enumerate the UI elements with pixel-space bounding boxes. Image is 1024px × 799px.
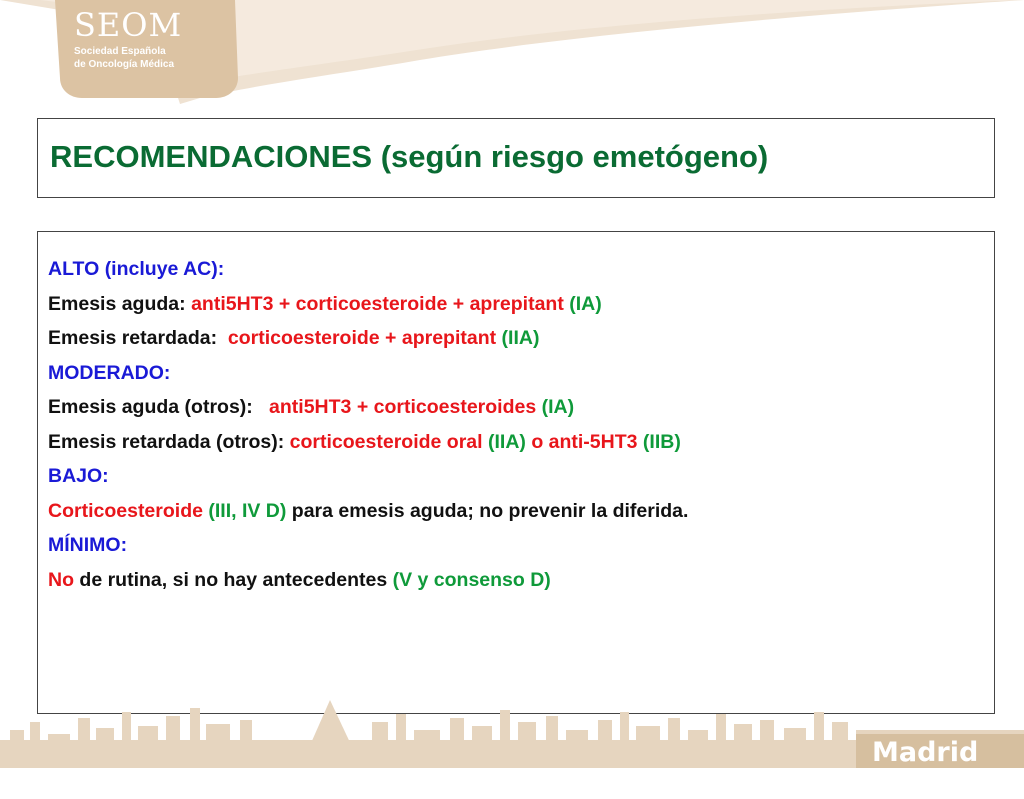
- text-segment: para emesis aguda; no prevenir la diferida.: [291, 499, 689, 522]
- bajo-recomendacion: [48, 494, 984, 529]
- text-segment: o anti-5HT3: [531, 430, 643, 453]
- event-label: [872, 737, 1024, 799]
- minimo-heading: [48, 528, 984, 563]
- logo-title: SEOM: [74, 6, 183, 44]
- text-segment: (III, IV D): [208, 499, 292, 522]
- alto-heading: [48, 252, 984, 287]
- moderado-heading: [48, 356, 984, 391]
- slide-title: RECOMENDACIONES (según riesgo emetógeno): [50, 139, 769, 174]
- recommendations-box: [37, 231, 995, 714]
- event-year: 2010: [872, 768, 941, 799]
- text-segment: Corticoesteroide: [48, 499, 209, 522]
- text-segment: (IA): [541, 396, 575, 418]
- bajo-heading: [48, 459, 984, 494]
- seom-logo: [60, 2, 230, 82]
- alto-emesis-retardada: [48, 321, 984, 356]
- text-segment: Emesis aguda (otros):: [48, 396, 270, 418]
- text-segment: MÍNIMO:: [48, 534, 128, 556]
- text-segment: anti5HT3 + corticoesteroide + aprepitant: [191, 292, 570, 315]
- text-segment: (V y consenso D): [392, 568, 551, 591]
- logo-subtitle-line1: Sociedad Española: [74, 46, 166, 57]
- text-segment: (IIB): [642, 430, 681, 453]
- text-segment: Emesis retardada (otros):: [48, 430, 290, 453]
- event-city: Madrid: [872, 737, 979, 768]
- moderado-emesis-aguda: [48, 390, 984, 425]
- text-segment: corticoesteroide oral: [289, 430, 488, 453]
- text-segment: No: [48, 568, 80, 591]
- minimo-recomendacion: [48, 563, 984, 598]
- text-segment: ALTO (incluye AC):: [48, 258, 225, 280]
- text-segment: (IIA): [487, 430, 532, 453]
- alto-emesis-aguda: [48, 287, 984, 322]
- text-segment: (IA): [569, 292, 602, 315]
- text-segment: anti5HT3 + corticoesteroides: [269, 396, 542, 418]
- text-segment: MODERADO:: [48, 361, 171, 384]
- logo-subtitle-line2: de Oncología Médica: [74, 59, 175, 70]
- text-segment: (IIA): [501, 327, 540, 349]
- text-segment: Emesis aguda:: [48, 292, 192, 315]
- moderado-emesis-retardada: [48, 425, 984, 460]
- madrid-skyline-graphic: [0, 700, 1024, 768]
- text-segment: corticoesteroide + aprepitant: [227, 327, 502, 349]
- text-segment: BAJO:: [48, 465, 109, 487]
- text-segment: de rutina, si no hay antecedentes: [79, 568, 393, 591]
- title-box: [37, 118, 995, 198]
- text-segment: Emesis retardada:: [48, 327, 228, 349]
